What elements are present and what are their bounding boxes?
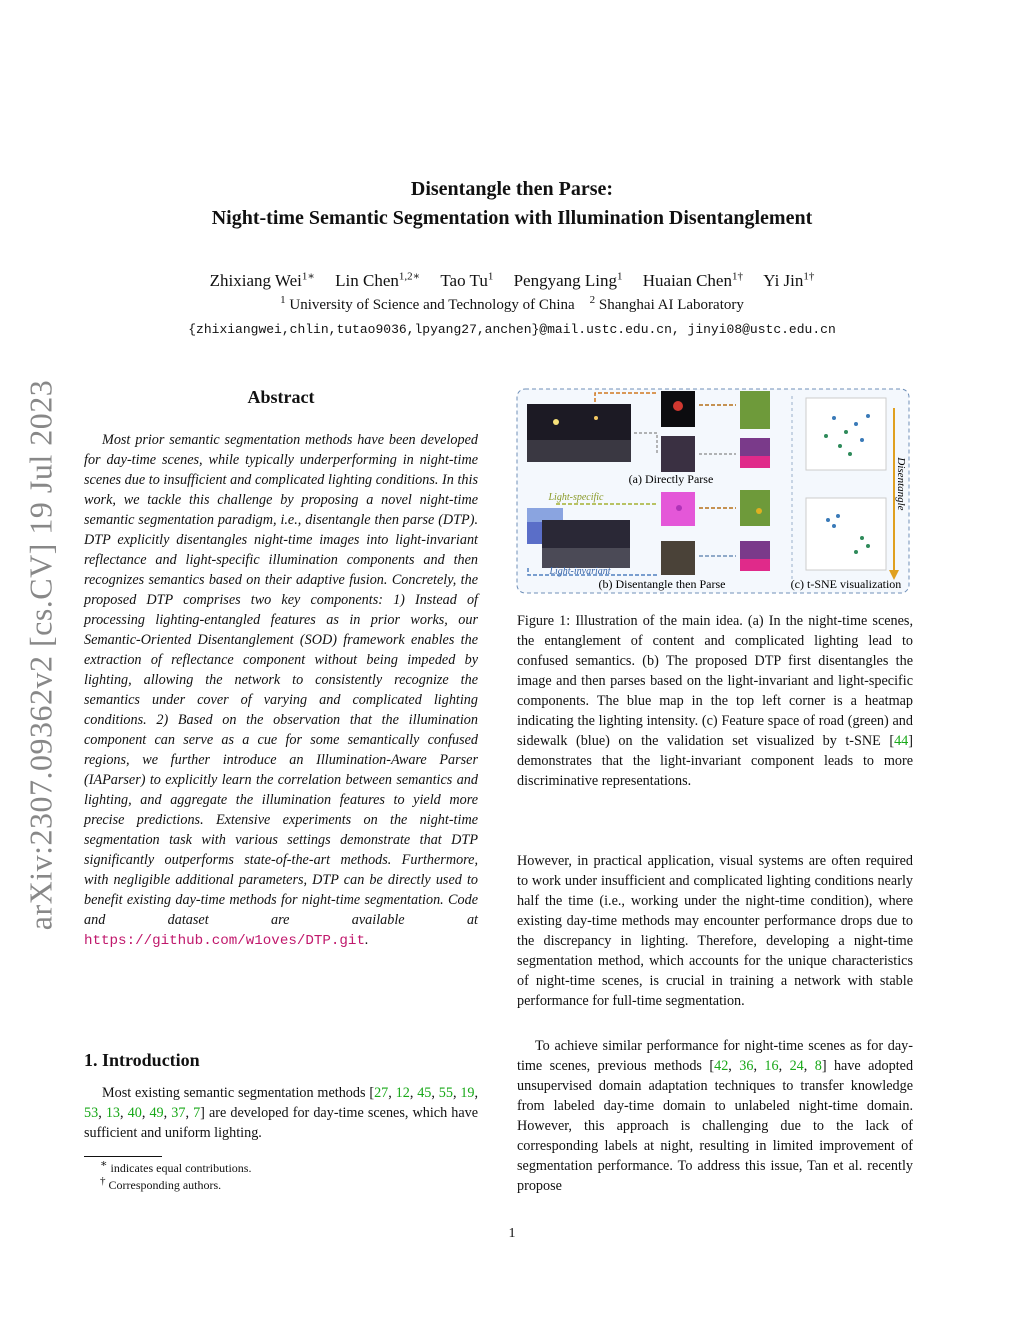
citation-link[interactable]: 16 [764,1058,779,1074]
figure-1 [516,388,910,594]
author: Yi Jin$^{1\dagger}$ [763,270,815,290]
citation-link[interactable]: 27 [374,1085,389,1101]
citation-link[interactable]: 24 [789,1058,804,1074]
author: Lin Chen$^{1,2∗}$ [335,270,421,290]
right-paragraph-2: To achieve similar performance for night-time scenes as for day-time scenes, previous methods [42, 36, 16, 24, 8] have adopted unsupervised domain adaptation techniques to transfer knowledge from labeled day-time domain to unlabeled night-time domain. However, this approach is challenging due to the lack of corresponding labels at night, resulting in limited improvement of segmentation performance. To address this issue, Tan et al. recently propose [517,1038,914,1194]
intro-heading: 1. Introduction [84,1050,200,1070]
citation-link[interactable]: 53 [84,1105,99,1121]
citation-link[interactable]: 44 [894,733,909,749]
author: Tao Tu$^1$ [440,270,494,290]
citation-link[interactable]: 12 [395,1085,410,1101]
footnote-rule [84,1156,162,1157]
intro-paragraph: Most existing semantic segmentation methods [27, 12, 45, 55, 19, 53, 13, 40, 49, 37, 7] are developed for day-time scenes, which have sufficient and uniform lighting. [84,1085,479,1141]
label-tsne: (c) t-SNE visualization [790,577,902,591]
label-disentangle: Disentangle [895,457,907,511]
author: Zhixiang Wei$^{1∗}$ [209,270,315,290]
code-link[interactable]: https://github.com/w1oves/DTP.git [84,933,365,949]
label-light-invariant: Light-invariant [549,566,611,577]
label-directly-parse: (a) Directly Parse [628,472,714,486]
feature-map-b2 [661,541,695,575]
arxiv-stamp-text: arXiv:2307.09362v2 [cs.CV] 19 Jul 2023 [22,379,59,931]
feature-map-a2 [661,436,695,472]
paper-title-line2: Night-time Semantic Segmentation with Illumination Disentanglement [211,207,813,229]
tsne-plot-bottom [806,498,886,570]
footnote-corresponding: † Corresponding authors. [100,1175,222,1192]
arxiv-stamp [23,365,59,945]
citation-link[interactable]: 45 [417,1085,432,1101]
figure-1-caption: Figure 1: Illustration of the main idea. (a) In the night-time scenes, the entanglement of content and complicated lighting lead to confused semantics. (b) The proposed DTP first disentangles the image and then parses based on the light-invariant and light-specific components. The blue map in the top left corner is a heatmap indicating the lighting intensity. (c) Feature space of road (green) and sidewalk (blue) on the validation set visualized by t-SNE [44] demonstrates that the light-invariant component leads to more discriminative representations. [517,613,913,789]
citation-link[interactable]: 13 [105,1105,120,1121]
seg-map-a-top [740,391,770,429]
footnote-equal-contribution: ∗ indicates equal contributions. [100,1158,252,1175]
citation-link[interactable]: 37 [171,1105,186,1121]
author-list [0,270,1024,292]
citation-link[interactable]: 42 [714,1058,729,1074]
abstract-body: Most prior semantic segmentation methods have been developed for day-time scenes, while typically underperforming in night-time scenes due to insufficient and complicated lighting conditions. In this work, we tackle this challenge by proposing a novel night-time semantic segmentation paradigm, i.e., disentangle then parse (DTP). DTP explicitly disentangles night-time images into light-invariant reflectance and light-specific illumination components and then recognizes semantics based on their adaptive fusion. Concretely, the proposed DTP comprises two key components: 1) Instead of processing lighting-entangled features as in prior works, our Semantic-Oriented Disentanglement (SOD) framework enables the extraction of reflectance component without being impeded by lighting, allowing the network to consistently recognize the semantics under cover of varying and complicated lighting conditions. 2) Based on the observation that the illumination component can serve as a cue for some semantically confused regions, we further introduce an Illumination-Aware Parser (IAParser) to explicitly learn the correlation between semantics and lighting, and aggregate the illumination features to yield more precise predictions. Extensive experiments on the night-time segmentation task with various settings demonstrate that DTP significantly outperforms state-of-the-art methods. Furthermore, with negligible additional parameters, DTP can be directly used to benefit existing day-time methods for night-time segmentation. Code and dataset are available at https://github.com/w1oves/DTP.git. [84,432,478,949]
citation-link[interactable]: 7 [193,1105,201,1121]
citation-link[interactable]: 8 [814,1058,822,1074]
abstract-heading: Abstract [247,387,315,407]
right-paragraph-1: However, in practical application, visual systems are often required to work under insufficient and complicated lighting conditions nearly half the time (i.e., working under the night-time condition), where existing day-time methods may encounter performance drops due to the discrepancy in lighting. Therefore, developing a night-time segmentation method, which accounts for the unique characteristics of night-time scenes, is crucial in training a network with stable performance for full-time segmentation. [517,853,913,1009]
page-number: 1 [508,1226,516,1241]
label-disentangle-then-parse: (b) Disentangle then Parse [598,577,726,591]
citation-link[interactable]: 40 [127,1105,142,1121]
author: Pengyang Ling$^1$ [513,270,623,290]
label-light-specific: Light-specific [548,492,604,503]
affiliations: $^1$ University of Science and Technology of China $^2$ Shanghai AI Laboratory [280,294,744,313]
paper-title-line1: Disentangle then Parse: [410,178,614,200]
citation-link[interactable]: 49 [149,1105,164,1121]
seg-map-b-top [740,490,770,526]
citation-link[interactable]: 55 [438,1085,453,1101]
citation-link[interactable]: 19 [460,1085,475,1101]
citation-link[interactable]: 36 [739,1058,754,1074]
author-emails: {zhixiangwei,chlin,tutao9036,lpyang27,anchen}@mail.ustc.edu.cn, jinyi08@ustc.edu.cn [188,322,836,337]
author: Huaian Chen$^{1\dagger}$ [642,270,743,290]
